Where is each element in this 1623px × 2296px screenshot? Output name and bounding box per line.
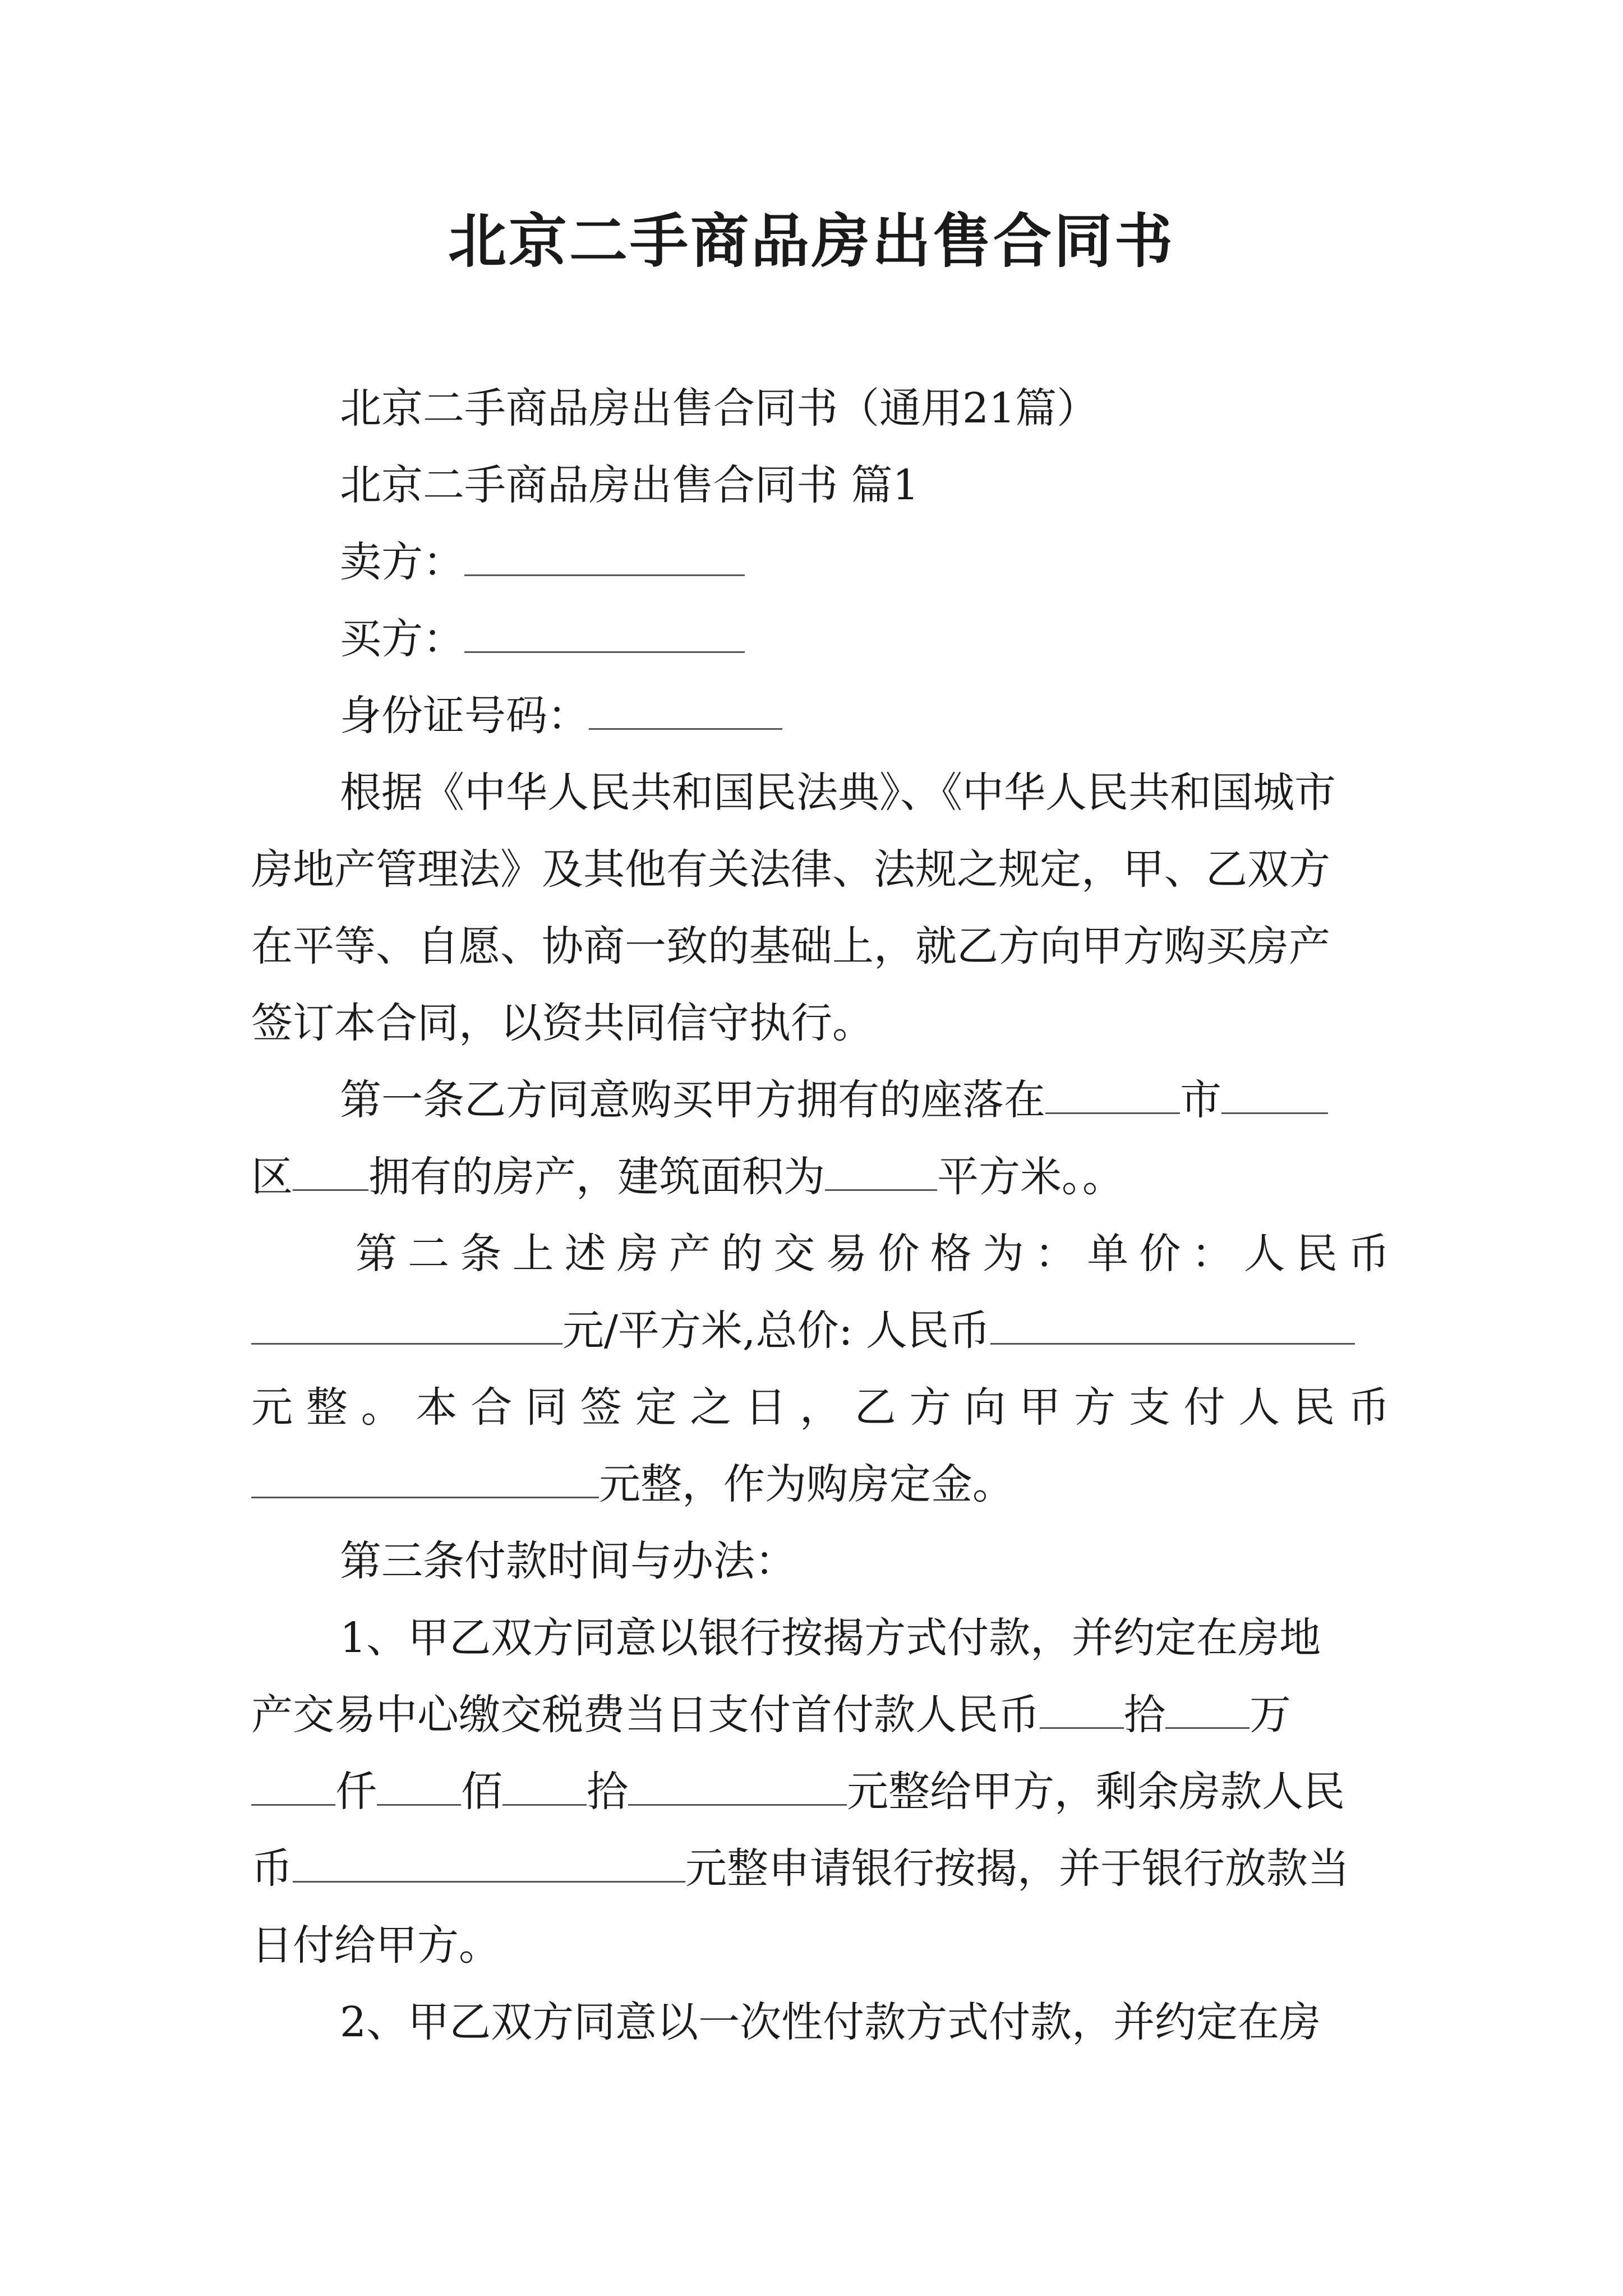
amount-blank-1 bbox=[1040, 1695, 1124, 1729]
seller-line bbox=[251, 524, 1390, 601]
article-3-item-1-line-3 bbox=[251, 1754, 1390, 1830]
id-blank bbox=[589, 696, 782, 730]
article-3-item-1-line-4 bbox=[251, 1830, 1390, 1907]
buyer-label: 买方： bbox=[340, 615, 464, 663]
article-1-text-a: 第一条乙方同意购买甲方拥有的座落在 bbox=[340, 1076, 1045, 1124]
intro-line-2: 房地产管理法》及其他有关法律、法规之规定，甲、乙双方 bbox=[251, 845, 1330, 894]
item-1-text-b: 拾 bbox=[1124, 1691, 1165, 1739]
item-1-text-i: 元整申请银行按揭，并于银行放款当 bbox=[685, 1844, 1349, 1893]
district-blank-1 bbox=[1221, 1080, 1328, 1114]
article-2-line-3: 元整。本合同签定之日，乙方向甲方支付人民币 bbox=[251, 1383, 1390, 1432]
subtitle: 北京二手商品房出售合同书（通用21篇） bbox=[340, 384, 1099, 432]
intro-line-4: 签订本合同，以资共同信守执行。 bbox=[251, 999, 874, 1047]
article-3-heading: 第三条付款时间与办法： bbox=[340, 1537, 796, 1585]
article-1-text-d: 拥有的房产，建筑面积为 bbox=[368, 1153, 825, 1201]
item-1-text-g: 元整给甲方，剩余房款人民 bbox=[847, 1768, 1345, 1816]
article-1-text-b: 市 bbox=[1180, 1076, 1221, 1124]
article-1-text-c: 区 bbox=[251, 1153, 293, 1201]
item-1-text-a: 产交易中心缴交税费当日支付首付款人民币 bbox=[251, 1691, 1040, 1739]
district-blank-2 bbox=[293, 1157, 368, 1191]
amount-blank-2 bbox=[1165, 1695, 1249, 1729]
article-1-text-e: 平方米。。 bbox=[937, 1153, 1124, 1201]
article-2-line-1: 第二条上述房产的交易价格为：单价：人民币 bbox=[356, 1230, 1390, 1278]
item-1-text-d: 仟 bbox=[335, 1768, 377, 1816]
item-1-text-f: 拾 bbox=[587, 1768, 628, 1816]
item-1-text-h: 币 bbox=[251, 1844, 293, 1893]
article-2-text-b: 元整，作为购房定金。 bbox=[599, 1460, 1014, 1508]
article-1-line-1 bbox=[251, 1062, 1390, 1139]
article-3-item-1-line-1: 1、甲乙双方同意以银行按揭方式付款，并约定在房地 bbox=[340, 1614, 1321, 1662]
seller-blank bbox=[464, 542, 745, 576]
amount-blank-5 bbox=[502, 1772, 587, 1806]
section-heading: 北京二手商品房出售合同书 篇1 bbox=[340, 461, 919, 509]
article-3-item-1-line-2 bbox=[251, 1677, 1390, 1754]
area-blank bbox=[825, 1157, 937, 1191]
item-1-text-e: 佰 bbox=[461, 1768, 502, 1816]
id-line bbox=[251, 678, 1390, 754]
article-2-line-4 bbox=[251, 1446, 1390, 1523]
amount-blank-4 bbox=[377, 1772, 461, 1806]
total-price-blank bbox=[990, 1310, 1355, 1345]
article-1-line-2 bbox=[251, 1139, 1390, 1216]
buyer-blank bbox=[464, 619, 745, 653]
document-title: 北京二手商品房出售合同书 bbox=[448, 206, 1175, 275]
article-2-text-a: 元/平方米,总价: 人民币 bbox=[562, 1306, 990, 1355]
amount-blank-6 bbox=[628, 1772, 847, 1806]
intro-line-3: 在平等、自愿、协商一致的基础上，就乙方向甲方购买房产 bbox=[251, 922, 1330, 970]
deposit-blank bbox=[251, 1464, 599, 1498]
city-blank bbox=[1045, 1080, 1180, 1114]
seller-label: 卖方： bbox=[340, 538, 464, 586]
item-1-text-c: 万 bbox=[1249, 1691, 1291, 1739]
id-label: 身份证号码： bbox=[340, 692, 589, 740]
amount-blank-3 bbox=[251, 1772, 335, 1806]
buyer-line bbox=[251, 601, 1390, 678]
article-3-item-1-line-5: 日付给甲方。 bbox=[251, 1921, 500, 1970]
loan-amount-blank bbox=[293, 1848, 685, 1883]
document-body bbox=[251, 370, 1390, 2061]
intro-line-1: 根据《中华人民共和国民法典》、《中华人民共和国城市 bbox=[340, 769, 1336, 817]
unit-price-blank bbox=[251, 1310, 562, 1345]
article-2-line-2 bbox=[251, 1292, 1390, 1369]
article-3-item-2-line-1: 2、甲乙双方同意以一次性付款方式付款，并约定在房 bbox=[340, 1998, 1321, 2046]
